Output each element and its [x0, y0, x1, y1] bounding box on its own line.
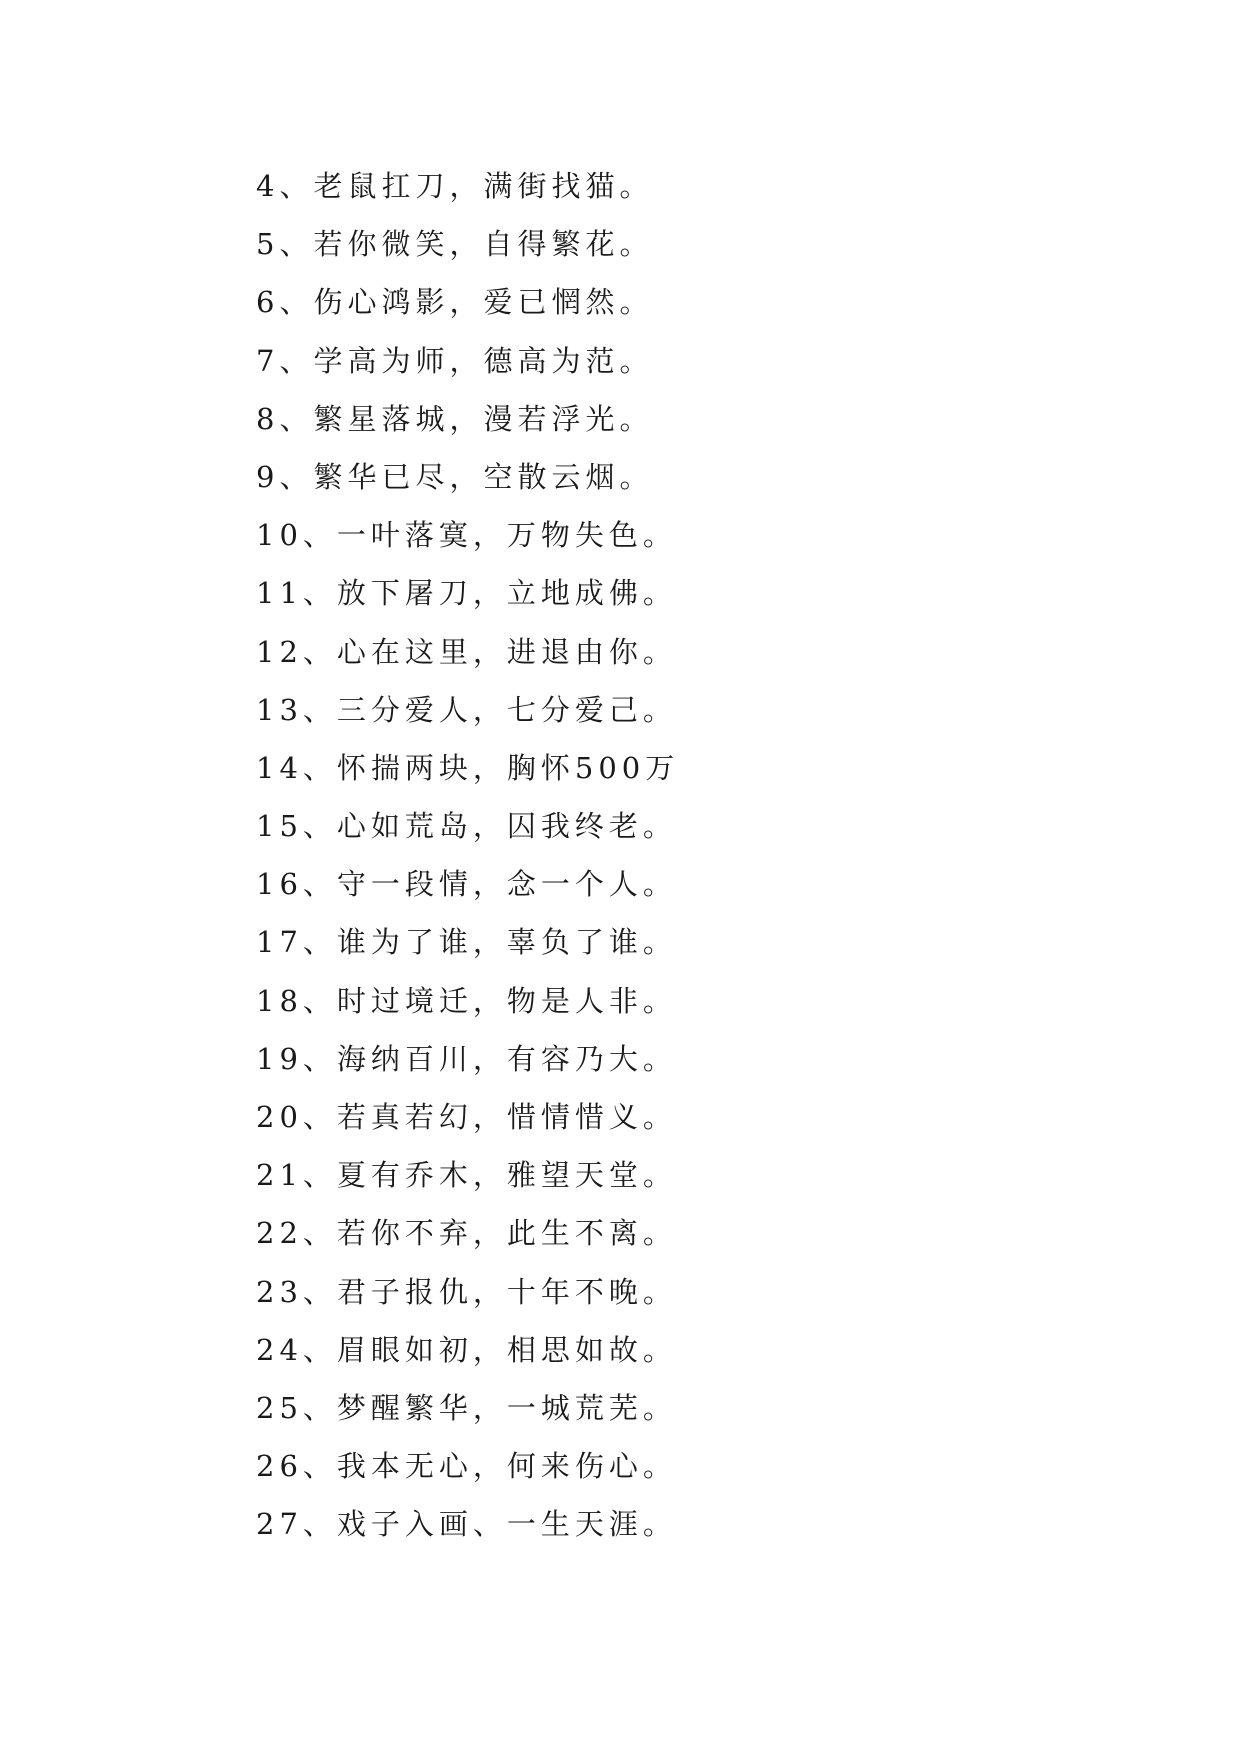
list-item: 20、若真若幻，惜情惜义。: [256, 1100, 677, 1134]
list-item: 14、怀揣两块，胸怀500万: [256, 750, 680, 785]
list-item: 11、放下屠刀，立地成佛。: [256, 576, 677, 611]
list-item: 4、老鼠扛刀，满街找猫。: [256, 169, 654, 203]
list-item: 13、三分爱人，七分爱己。: [256, 692, 677, 727]
list-item: 15、心如荒岛，囚我终老。: [256, 809, 677, 844]
list-item: 26、我本无心，何来伤心。: [256, 1449, 677, 1484]
list-item: 5、若你微笑，自得繁花。: [256, 227, 654, 262]
list-item: 12、心在这里，进退由你。: [256, 634, 677, 669]
list-item: 23、君子报仇，十年不晚。: [256, 1274, 677, 1309]
list-item: 16、守一段情，念一个人。: [256, 867, 677, 902]
list-item: 7、学高为师，德高为范。: [256, 343, 654, 378]
list-item: 21、夏有乔木，雅望天堂。: [256, 1158, 677, 1193]
list-item: 8、繁星落城，漫若浮光。: [256, 401, 654, 436]
list-item: 18、时过境迁，物是人非。: [256, 983, 677, 1018]
phrase-list: [256, 157, 679, 1554]
list-item: 25、梦醒繁华，一城荒芜。: [256, 1390, 677, 1425]
list-item: 6、伤心鸿影，爱已惘然。: [256, 285, 654, 320]
list-item: 10、一叶落寞，万物失色。: [256, 518, 677, 553]
list-item: 22、若你不弃，此生不离。: [256, 1216, 677, 1251]
list-item: 17、谁为了谁，辜负了谁。: [256, 925, 677, 960]
list-item: 19、海纳百川，有容乃大。: [256, 1041, 677, 1076]
list-item: 27、戏子入画、一生天涯。: [256, 1507, 677, 1542]
list-item: 24、眉眼如初，相思如故。: [256, 1332, 677, 1367]
list-item: 9、繁华已尽，空散云烟。: [256, 459, 654, 494]
